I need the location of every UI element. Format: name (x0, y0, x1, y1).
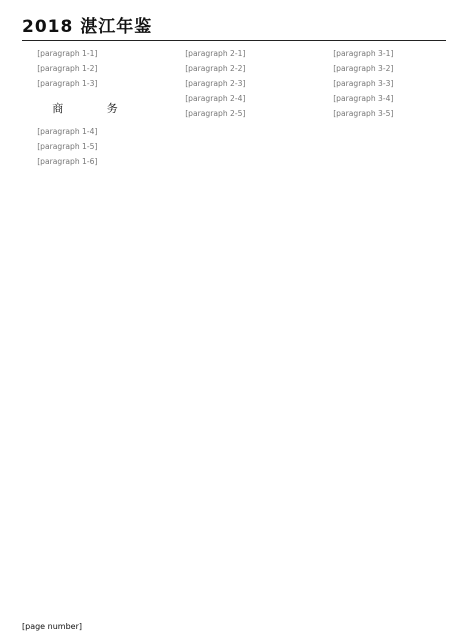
paragraph: [paragraph 1-2] (37, 64, 98, 73)
paragraph: [paragraph 1-6] (37, 157, 98, 166)
page-header (0, 0, 468, 37)
paragraph: [paragraph 3-4] (333, 94, 394, 103)
paragraph: [paragraph 3-3] (333, 79, 394, 88)
text-column-3 (318, 46, 444, 121)
paragraph: [paragraph 2-5] (185, 109, 246, 118)
page-number: [page number] (22, 622, 82, 631)
text-column-2 (170, 46, 296, 121)
paragraph: [paragraph 2-3] (185, 79, 246, 88)
paragraph: [paragraph 1-1] (37, 49, 98, 58)
paragraph: [paragraph 2-2] (185, 64, 246, 73)
paragraph: [paragraph 3-5] (333, 109, 394, 118)
paragraph: [paragraph 2-1] (185, 49, 246, 58)
header-rule (22, 40, 446, 41)
paragraph: [paragraph 1-5] (37, 142, 98, 151)
section-heading: 商 务 (52, 102, 138, 115)
paragraph: [paragraph 1-4] (37, 127, 98, 136)
yearbook-title: 2018 湛江年鉴 (22, 17, 153, 37)
paragraph: [paragraph 2-4] (185, 94, 246, 103)
paragraph: [paragraph 1-3] (37, 79, 98, 88)
paragraph: [paragraph 3-1] (333, 49, 394, 58)
text-column-1 (22, 46, 148, 169)
paragraph: [paragraph 3-2] (333, 64, 394, 73)
